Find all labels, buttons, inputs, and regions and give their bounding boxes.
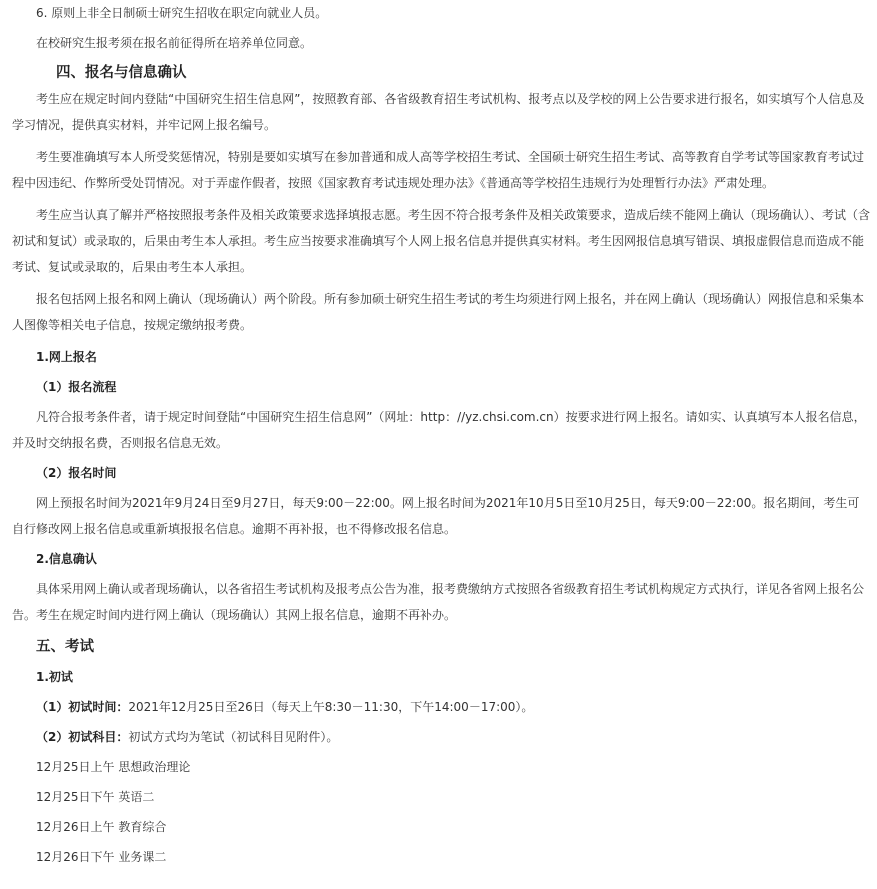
registration-time-heading: （2）报名时间 xyxy=(36,466,117,480)
schedule-item: 12月26日下午 业务课二 xyxy=(36,850,167,864)
paragraph-info-confirmation: 具体采用网上确认或者现场确认，以各省招生考试机构及报考点公告为准，报考费缴纳方式按照各省级教育招生考试机构规定方式执行，详见各省网上报名公告。考生在规定时间内进行网上确认（现场确认）其网上报名信息，逾期不再补办。 xyxy=(12,582,865,622)
preliminary-time-label: （1）初试时间： xyxy=(36,700,129,714)
preliminary-exam-heading: 1.初试 xyxy=(36,670,73,684)
paragraph-eligibility: 考生应当认真了解并严格按照报考条件及相关政策要求选择填报志愿。考生因不符合报考条件及相关政策要求，造成后续不能网上确认（现场确认）、考试（含初试和复试）或录取的，后果由考生本人承担。考生应当按要求准确填写个人网上报名信息并提供真实材料。考生因网报信息填写错误、填报虚假信息而造成不能考试、复试或录取的，后果由考生本人承担。 xyxy=(12,208,871,274)
schedule-item: 12月26日上午 教育综合 xyxy=(36,820,167,834)
paragraph-rewards-penalties: 考生要准确填写本人所受奖惩情况，特别是要如实填写在参加普通和成人高等学校招生考试、全国硕士研究生招生考试、高等教育自学考试等国家教育考试过程中因违纪、作弊所受处罚情况。对于弄虚作假者，按照《国家教育考试违规处理办法》《普通高等学校招生违规行为处理暂行办法》严肃处理。 xyxy=(12,150,865,190)
registration-process-heading: （1）报名流程 xyxy=(36,380,117,394)
schedule-item: 12月25日上午 思想政治理论 xyxy=(36,760,191,774)
preliminary-subjects-line xyxy=(12,724,871,750)
preliminary-subjects-label: （2）初试科目： xyxy=(36,730,129,744)
paragraph-student-consent: 在校研究生报考须在报名前征得所在培养单位同意。 xyxy=(36,36,313,50)
paragraph-registration-time: 网上预报名时间为2021年9月24日至9月27日，每天9:00－22:00。网上报名时间为2021年10月5日至10月25日，每天9:00－22:00。报名期间，考生可自行修改网上报名信息或重新填报报名信息。逾期不再补报，也不得修改报名信息。 xyxy=(12,496,860,536)
preliminary-subjects-value: 初试方式均为笔试（初试科目见附件）。 xyxy=(128,730,339,744)
paragraph-item-6: 6. 原则上非全日制硕士研究生招收在职定向就业人员。 xyxy=(36,6,328,20)
preliminary-time-value: 2021年12月25日至26日（每天上午8:30－11:30，下午14:00－17:00）。 xyxy=(128,700,534,714)
paragraph-registration-intro: 考生应在规定时间内登陆“中国研究生招生信息网”，按照教育部、各省级教育招生考试机构、报考点以及学校的网上公告要求进行报名，如实填写个人信息及学习情况，提供真实材料，并牢记网上报名编号。 xyxy=(12,92,865,132)
info-confirmation-heading: 2.信息确认 xyxy=(36,552,97,566)
online-registration-heading: 1.网上报名 xyxy=(36,350,97,364)
preliminary-time-line xyxy=(12,694,871,720)
schedule-item: 12月25日下午 英语二 xyxy=(36,790,155,804)
section-5-heading: 五、考试 xyxy=(36,639,94,655)
paragraph-registration-stages: 报名包括网上报名和网上确认（现场确认）两个阶段。所有参加硕士研究生招生考试的考生均须进行网上报名，并在网上确认（现场确认）网报信息和采集本人图像等相关电子信息，按规定缴纳报考费。 xyxy=(12,292,865,332)
section-4-heading: 四、报名与信息确认 xyxy=(56,65,187,81)
paragraph-registration-process: 凡符合报考条件者，请于规定时间登陆“中国研究生招生信息网”（网址：http：//yz.chsi.com.cn）按要求进行网上报名。请如实、认真填写本人报名信息，并及时交纳报名费，否则报名信息无效。 xyxy=(12,410,866,450)
